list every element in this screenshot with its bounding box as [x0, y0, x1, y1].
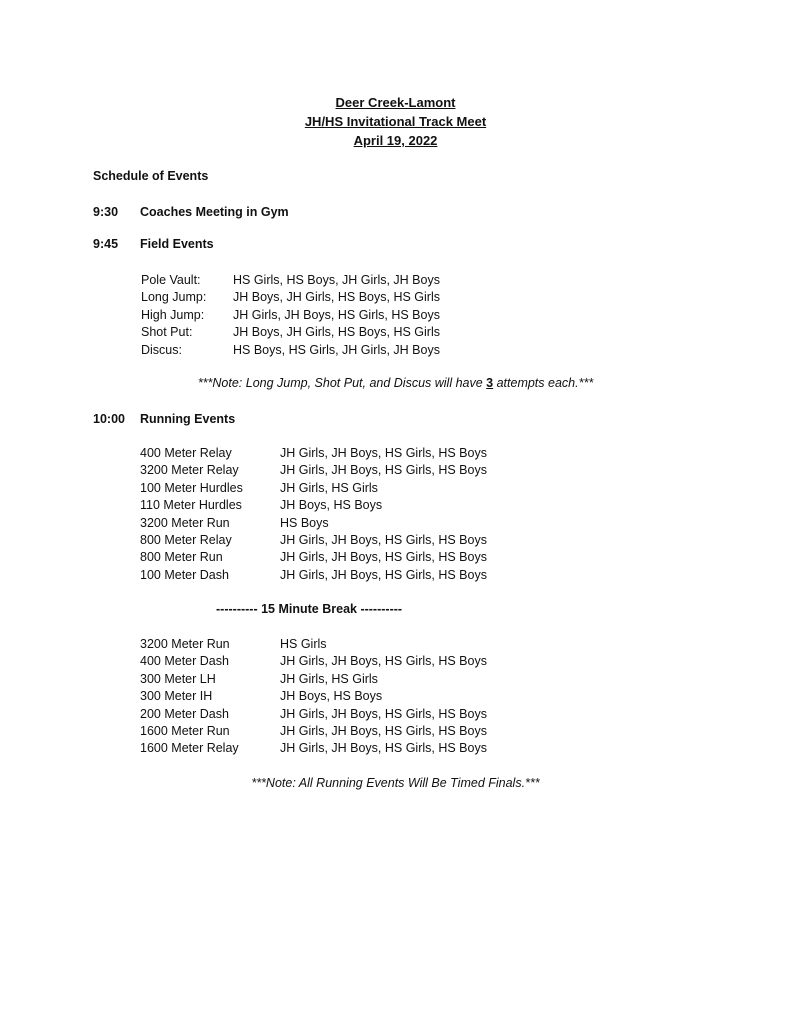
coaches-time: 9:30 — [93, 205, 119, 219]
event-groups: JH Girls, JH Boys, HS Girls, HS Boys — [233, 307, 440, 322]
event-groups: JH Girls, HS Girls — [280, 480, 378, 495]
field-events-label: Field Events — [140, 237, 214, 251]
event-groups: JH Girls, JH Boys, HS Girls, HS Boys — [280, 532, 487, 547]
running-events-note: ***Note: All Running Events Will Be Timed Finals.*** — [251, 776, 540, 790]
meet-name-title: JH/HS Invitational Track Meet — [304, 114, 487, 129]
meet-date-title: April 19, 2022 — [353, 133, 438, 148]
meet-host-title: Deer Creek-Lamont — [335, 95, 456, 110]
event-groups: JH Girls, JH Boys, HS Girls, HS Boys — [280, 567, 487, 582]
event-name: 800 Meter Relay — [140, 532, 232, 547]
event-name: High Jump: — [141, 307, 205, 322]
event-groups: JH Boys, JH Girls, HS Boys, HS Girls — [233, 325, 440, 340]
event-groups: JH Girls, JH Boys, HS Girls, HS Boys — [280, 706, 487, 721]
event-name: 400 Meter Relay — [140, 446, 232, 460]
event-name: Shot Put: — [141, 325, 193, 340]
running-events-time: 10:00 — [93, 412, 125, 426]
field-events-time: 9:45 — [93, 237, 119, 251]
event-groups: JH Boys, HS Boys — [280, 689, 383, 704]
event-groups: JH Boys, HS Boys — [280, 498, 383, 513]
event-groups: HS Girls, HS Boys, JH Girls, JH Boys — [233, 273, 440, 287]
event-groups: JH Girls, JH Boys, HS Girls, HS Boys — [280, 550, 487, 565]
event-name: 3200 Meter Run — [140, 637, 230, 651]
note-text: attempts each.*** — [493, 376, 594, 390]
event-name: Pole Vault: — [141, 273, 201, 287]
event-name: Long Jump: — [141, 290, 207, 305]
field-events-note — [0, 375, 791, 391]
event-groups: JH Girls, JH Boys, HS Girls, HS Boys — [280, 741, 487, 756]
event-name: 3200 Meter Run — [140, 515, 230, 530]
event-groups: HS Boys — [280, 515, 329, 530]
event-name: 300 Meter IH — [140, 689, 213, 704]
event-groups: JH Girls, JH Boys, HS Girls, HS Boys — [280, 654, 487, 669]
event-groups: JH Boys, JH Girls, HS Boys, HS Girls — [233, 290, 440, 305]
event-groups: JH Girls, JH Boys, HS Girls, HS Boys — [280, 463, 487, 478]
break-divider: ---------- 15 Minute Break ---------- — [216, 602, 403, 616]
event-groups: JH Girls, JH Boys, HS Girls, HS Boys — [280, 446, 487, 460]
note-attempts-count: 3 — [486, 376, 494, 390]
event-name: 200 Meter Dash — [140, 706, 229, 721]
event-name: 100 Meter Dash — [140, 567, 229, 582]
event-groups: HS Boys, HS Girls, JH Girls, JH Boys — [233, 342, 440, 357]
event-name: Discus: — [141, 342, 182, 357]
event-name: 1600 Meter Relay — [140, 741, 239, 756]
event-groups: HS Girls — [280, 637, 327, 651]
event-name: 110 Meter Hurdles — [140, 498, 242, 513]
running-events-label: Running Events — [140, 412, 236, 426]
event-name: 400 Meter Dash — [140, 654, 229, 669]
event-name: 100 Meter Hurdles — [140, 480, 243, 495]
note-text: ***Note: Long Jump, Shot Put, and Discus will have — [197, 376, 487, 390]
event-groups: JH Girls, HS Girls — [280, 671, 378, 686]
coaches-label: Coaches Meeting in Gym — [140, 205, 289, 219]
event-name: 300 Meter LH — [140, 671, 216, 686]
event-name: 1600 Meter Run — [140, 723, 230, 738]
schedule-heading: Schedule of Events — [93, 169, 209, 183]
event-groups: JH Girls, JH Boys, HS Girls, HS Boys — [280, 723, 487, 738]
event-name: 800 Meter Run — [140, 550, 223, 565]
event-name: 3200 Meter Relay — [140, 463, 239, 478]
